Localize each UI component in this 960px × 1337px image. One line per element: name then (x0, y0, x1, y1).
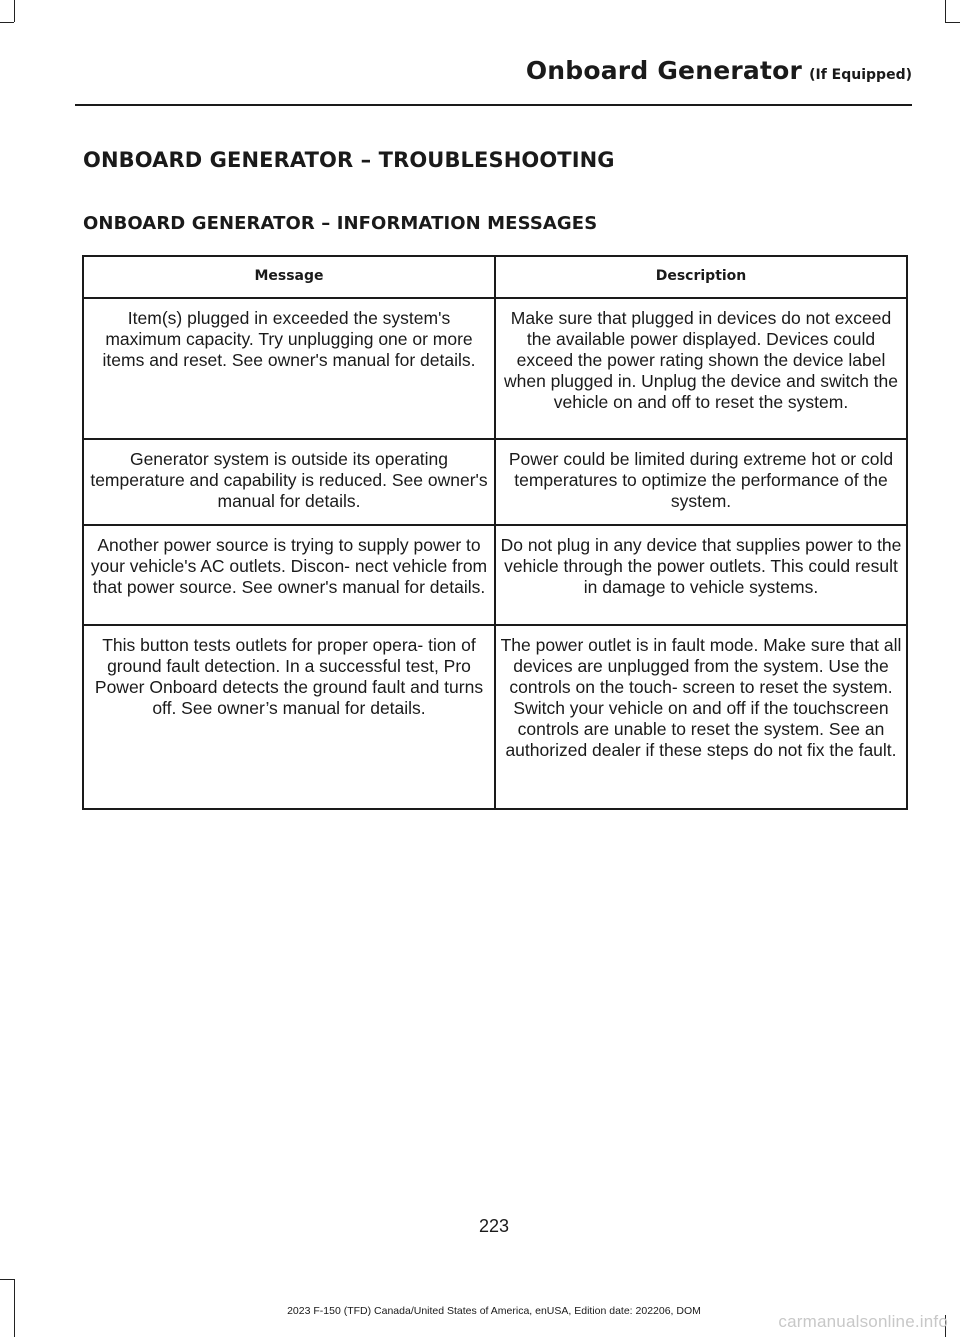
information-messages-table (82, 255, 908, 810)
edition-line: 2023 F-150 (TFD) Canada/United States of America, enUSA, Edition date: 202206, DOM (287, 1305, 701, 1317)
message-cell: Another power source is trying to supply power to your vehicle's AC outlets. Discon- nect vehicle from that power source. See owner's manual for details. (83, 525, 495, 625)
description-cell: Power could be limited during extreme hot or cold temperatures to optimize the performance of the system. (495, 439, 907, 525)
column-header-message: Message (83, 256, 495, 298)
description-cell: Make sure that plugged in devices do not exceed the available power displayed. Devices could exceed the power rating shown the device label when plugged in. Unplug the device and switch the vehicle on and off to reset the system. (495, 298, 907, 439)
description-cell: The power outlet is in fault mode. Make sure that all devices are unplugged from the system. Use the controls on the touch- screen to reset the system. Switch your vehicle on and off if the touchscreen controls are unable to reset the system. See an authorized dealer if these steps do not fix the fault. (495, 625, 907, 809)
section-title: ONBOARD GENERATOR – TROUBLESHOOTING (83, 148, 615, 172)
crop-mark-top-right-horizontal (945, 22, 960, 23)
column-header-description: Description (495, 256, 907, 298)
subsection-title: ONBOARD GENERATOR – INFORMATION MESSAGES (83, 213, 598, 234)
header-subtitle: (If Equipped) (809, 67, 912, 83)
table-row (83, 625, 907, 809)
watermark: carmanualsonline.info (778, 1312, 948, 1331)
table-header-row (83, 256, 907, 298)
table-row (83, 439, 907, 525)
crop-mark-bottom-left-horizontal (0, 1279, 14, 1280)
table-row (83, 298, 907, 439)
running-header (75, 56, 912, 85)
header-title: Onboard Generator (525, 56, 803, 85)
header-rule (75, 104, 912, 106)
table-row (83, 525, 907, 625)
message-cell: Generator system is outside its operating temperature and capability is reduced. See owner's manual for details. (83, 439, 495, 525)
crop-mark-top-right-vertical (945, 0, 946, 22)
crop-mark-top-left-vertical (14, 0, 15, 22)
description-cell: Do not plug in any device that supplies power to the vehicle through the power outlets. This could result in damage to vehicle systems. (495, 525, 907, 625)
message-cell: This button tests outlets for proper opera- tion of ground fault detection. In a successful test, Pro Power Onboard detects the ground fault and turns off. See owner’s manual for details. (83, 625, 495, 809)
page-number: 223 (478, 1216, 510, 1236)
crop-mark-top-left-horizontal (0, 22, 14, 23)
message-cell: Item(s) plugged in exceeded the system's maximum capacity. Try unplugging one or more items and reset. See owner's manual for details. (83, 298, 495, 439)
